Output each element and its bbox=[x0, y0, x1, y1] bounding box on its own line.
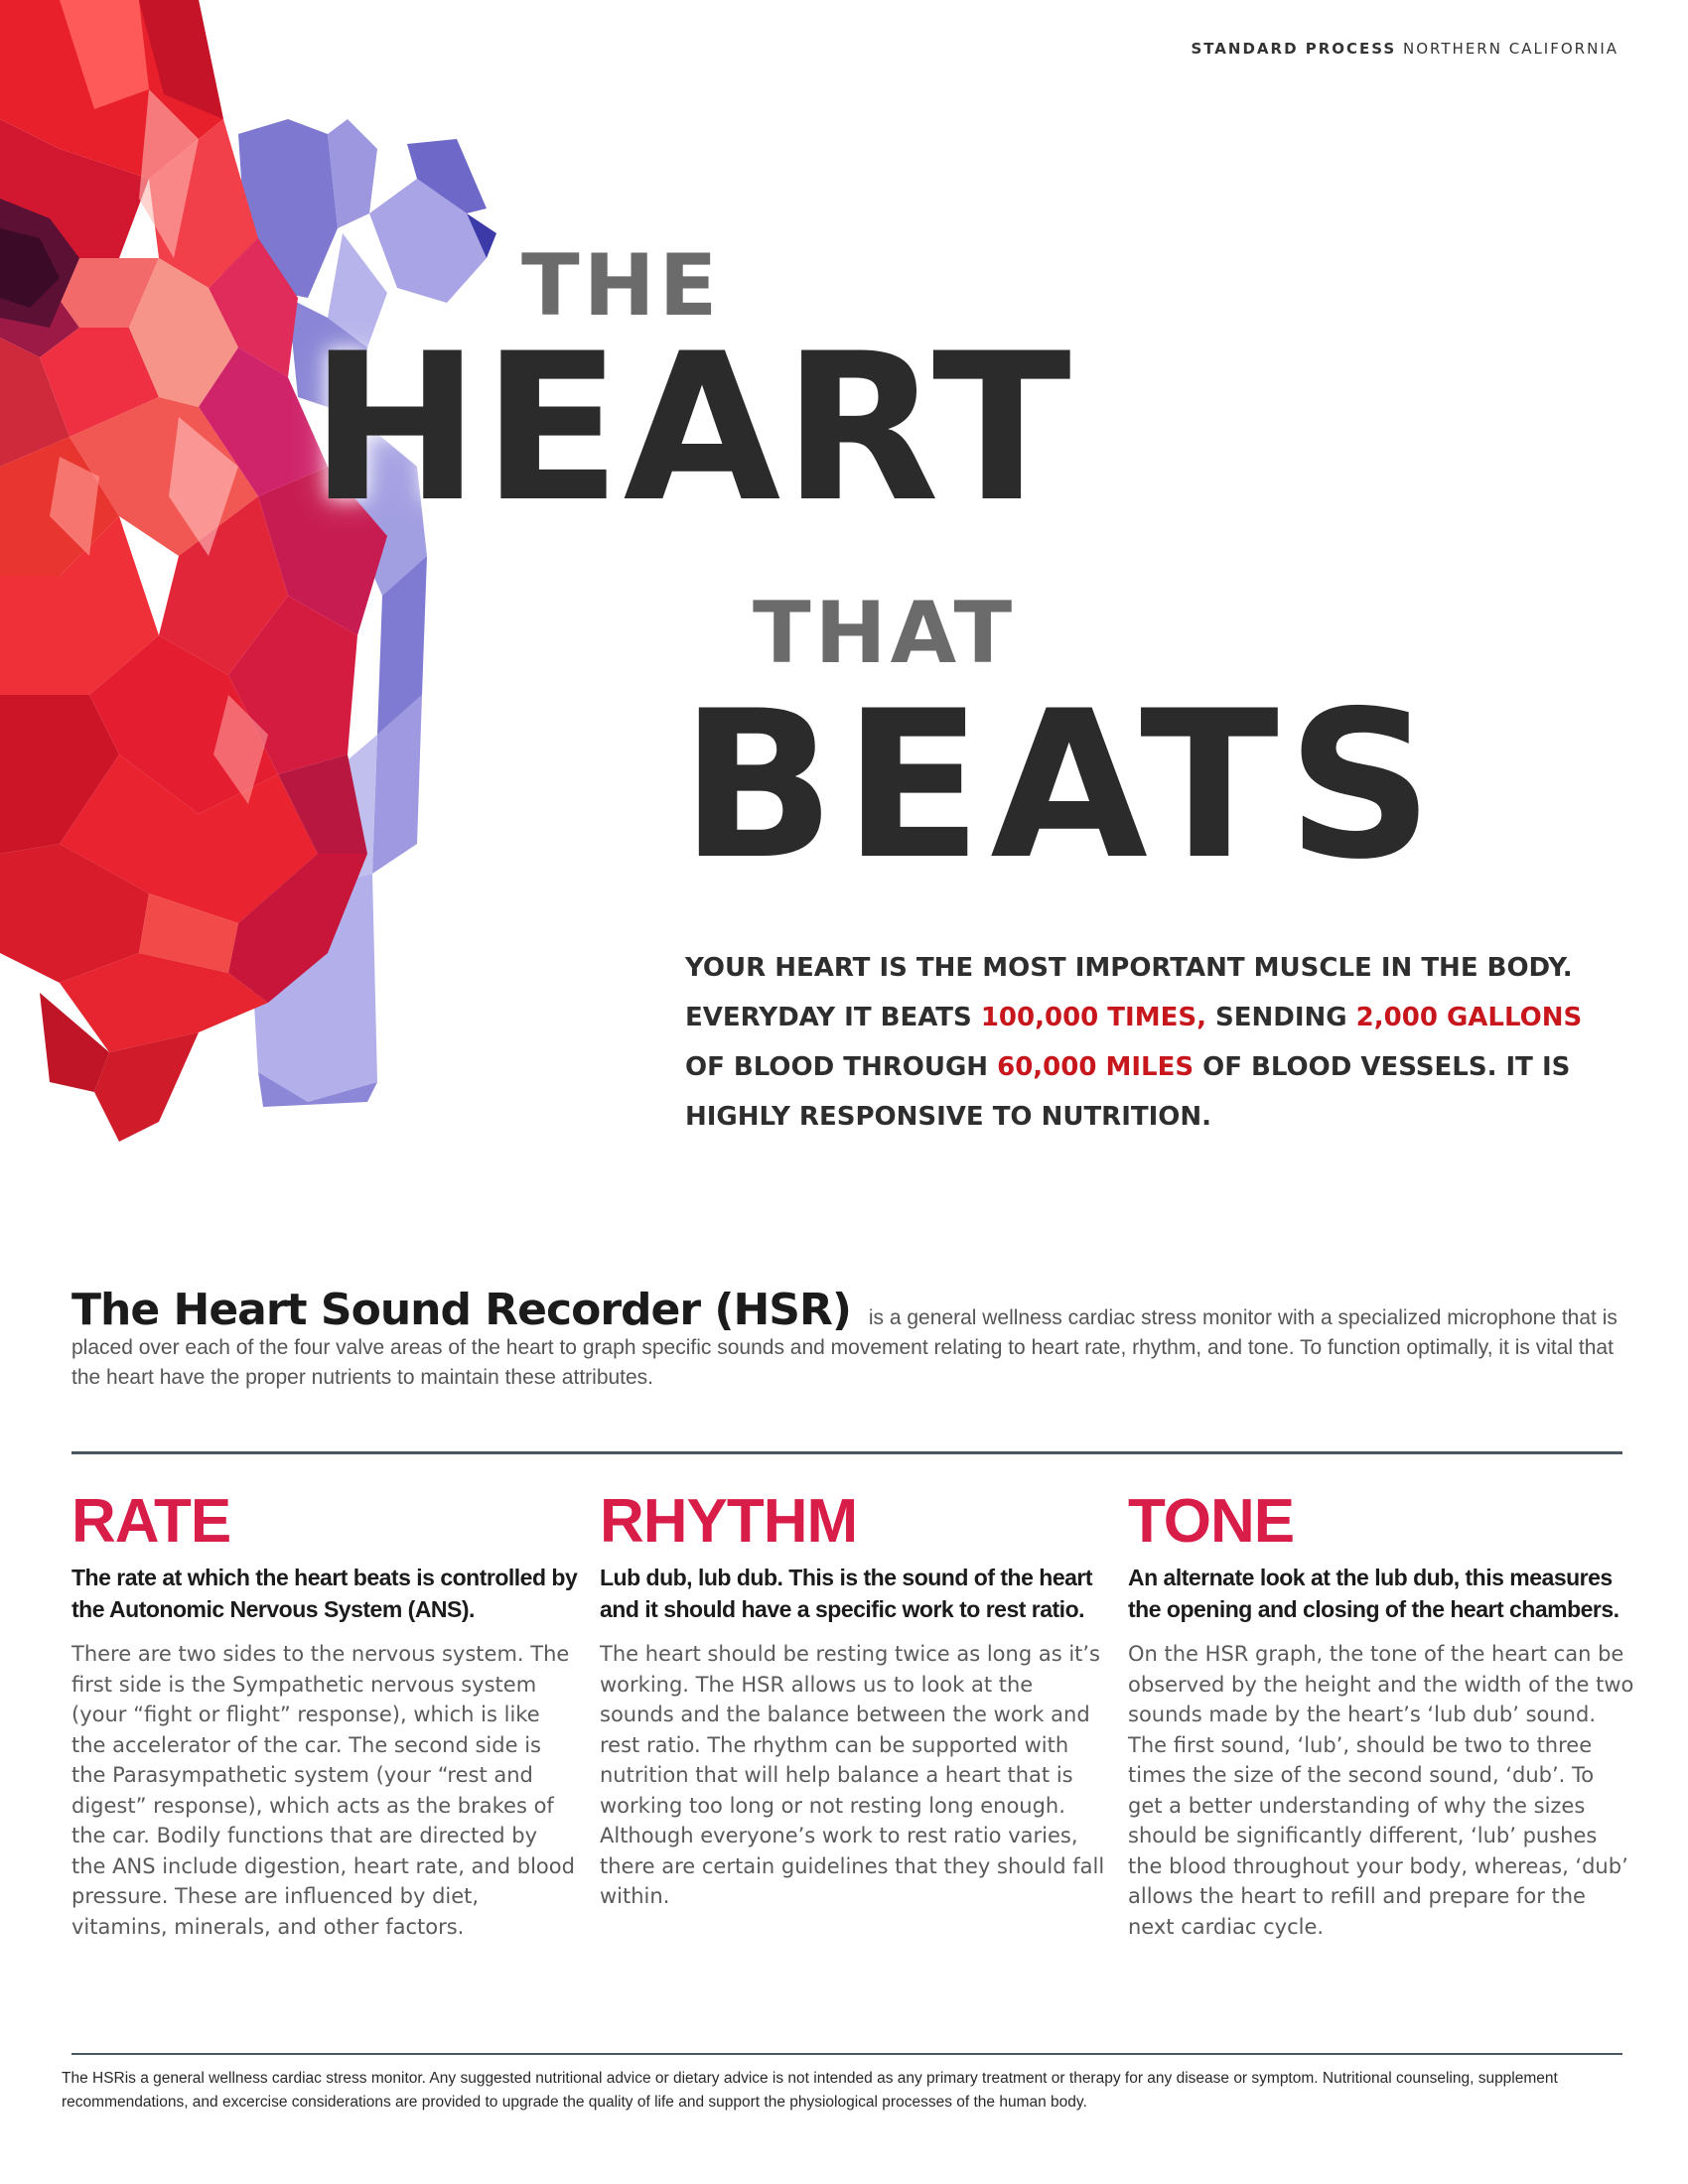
rate-column bbox=[71, 1489, 578, 1942]
stat-beats: 100,000 TIMES, bbox=[980, 1003, 1206, 1032]
intro-text-1: YOUR HEART IS THE MOST IMPORTANT MUSCLE IN THE BODY. EVERYDAY IT BEATS bbox=[685, 953, 1573, 1032]
footer-disclaimer: The HSRis a general wellness cardiac stress monitor. Any suggested nutritional advice or dietary advice is not intended as any primary treatment or therapy for any disease or symptom. Nutritional counseling, supplement recommendations, and excercise considerations are provided to upgrade the quality of life and support the physiological processes of the human body. bbox=[62, 2070, 1558, 2111]
rate-subheading: The rate at which the heart beats is controlled by the Autonomic Nervous System (ANS). bbox=[71, 1565, 578, 1623]
title-beats: BEATS bbox=[680, 668, 1442, 904]
intro-text-4: OF BLOOD VESSELS. IT IS HIGHLY RESPONSIVE TO NUTRITION. bbox=[685, 1052, 1571, 1132]
rate-body: There are two sides to the nervous system. The first side is the Sympathetic nervous system (your “fight or flight” response), which is like the accelerator of the car. The second side is the Parasympathetic system (your “rest and digest” response), which acts as the brakes of the car. Bodily functions that are directed by the ANS include digestion, heart rate, and blood pressure. These are influenced by diet, vitamins, minerals, and other factors. bbox=[71, 1642, 575, 1939]
section-divider bbox=[71, 1451, 1622, 1454]
rhythm-subheading: Lub dub, lub dub. This is the sound of the heart and it should have a specific work to rest ratio. bbox=[600, 1565, 1093, 1623]
rate-heading: RATE bbox=[71, 1487, 231, 1556]
intro-text-2: SENDING bbox=[1205, 1003, 1356, 1032]
hsr-description: is a general wellness cardiac stress monitor with a specialized microphone that is placed over each of the four valve areas of the heart to graph specific sounds and movement relating to heart rate, rhythm, and tone. To function optimally, it is vital that the heart have the proper nutrients to maintain these attributes. bbox=[71, 1306, 1618, 1389]
intro-paragraph bbox=[685, 943, 1599, 1142]
tone-body: On the HSR graph, the tone of the heart can be observed by the height and the width of the two sounds made by the heart’s ‘lub dub’ sound. The first sound, ‘lub’, should be two to three times the size of the second sound, ‘dub’. To get a better understanding of why the sizes should be significantly different, ‘lub’ pushes the blood throughout your body, whereas, ‘dub’ allows the heart to refill and prepare for the next cardiac cycle. bbox=[1128, 1642, 1634, 1939]
brand-name: STANDARD PROCESS bbox=[1191, 40, 1397, 58]
title-that: THAT bbox=[753, 584, 1017, 683]
brand-region: NORTHERN CALIFORNIA bbox=[1403, 40, 1618, 58]
title-heart: HEART bbox=[310, 311, 1073, 547]
rhythm-heading: RHYTHM bbox=[600, 1487, 858, 1556]
rhythm-column bbox=[600, 1489, 1106, 1912]
stat-miles: 60,000 MILES bbox=[997, 1052, 1195, 1082]
hsr-heading: The Heart Sound Recorder (HSR) bbox=[71, 1285, 851, 1335]
tone-column bbox=[1128, 1489, 1634, 1942]
tone-subheading: An alternate look at the lub dub, this measures the opening and closing of the heart chambers. bbox=[1128, 1565, 1619, 1623]
footer-divider bbox=[71, 2053, 1622, 2055]
stat-gallons: 2,000 GALLONS bbox=[1355, 1003, 1583, 1032]
rhythm-body: The heart should be resting twice as long as it’s working. The HSR allows us to look at the sounds and the balance between the work and rest ratio. The rhythm can be supported with nutrition that will help balance a heart that is working too long or not resting long enough. Although everyone’s work to rest ratio varies, there are certain guidelines that they should fall within. bbox=[600, 1642, 1105, 1909]
brand-header bbox=[1191, 40, 1618, 58]
intro-text-3: OF BLOOD THROUGH bbox=[685, 1052, 998, 1082]
heart-illustration bbox=[0, 0, 536, 1142]
tone-heading: TONE bbox=[1128, 1487, 1295, 1556]
hsr-intro bbox=[71, 1285, 1630, 1393]
title-the: THE bbox=[521, 236, 722, 336]
